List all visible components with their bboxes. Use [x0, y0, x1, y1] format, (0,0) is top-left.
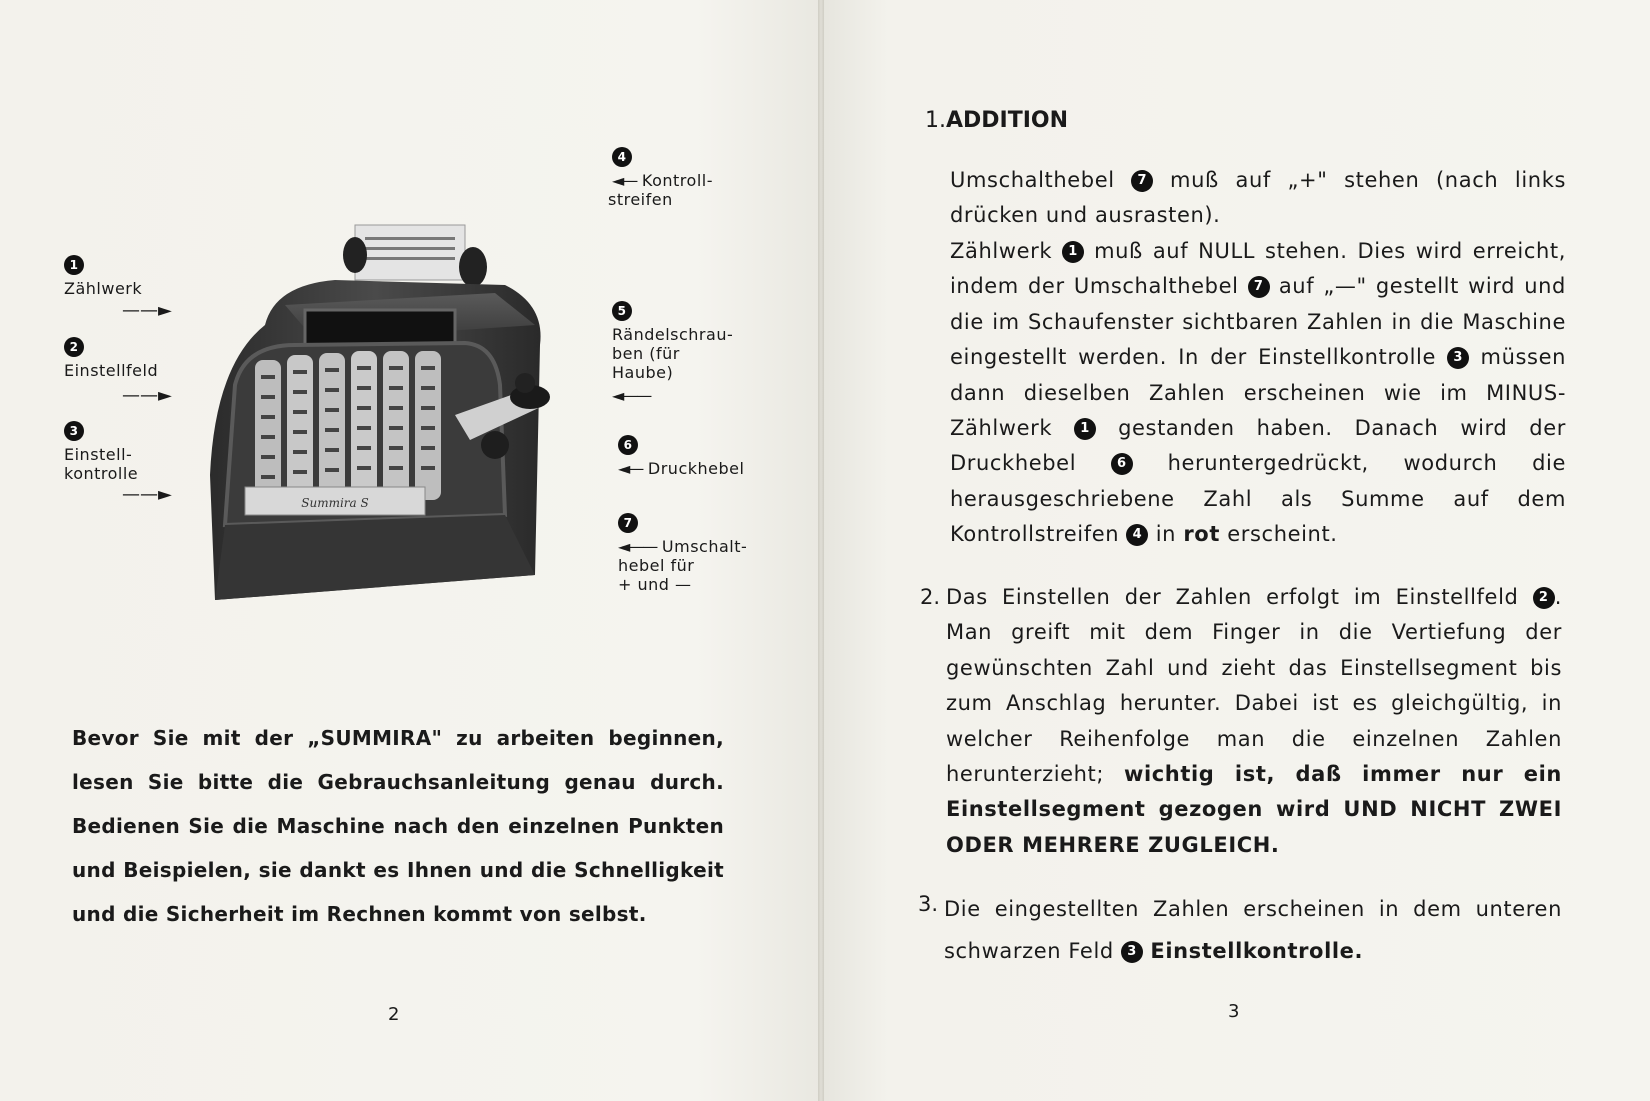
callout-label: Haube): [612, 362, 674, 382]
callout-einstellkontrolle: [64, 420, 138, 483]
ref-number: 3: [1447, 347, 1469, 369]
text: gestanden haben. Danach wird der Druckhebel: [950, 416, 1566, 476]
callout-label: hebel für: [618, 555, 695, 575]
ref-number: 1: [1074, 418, 1096, 440]
arrow-right-icon: ——►: [122, 385, 172, 406]
section-number: 1.: [925, 108, 946, 133]
callout-label: Umschalt-: [661, 536, 748, 556]
bold-text: wichtig ist, daß immer nur ein Einstellsegment gezogen wird UND NICHT ZWEI ODER MEHRERE ZUGLEICH.: [946, 762, 1562, 857]
callout-kontrollstreifen: [608, 146, 713, 209]
text: muß auf NULL stehen. Dies wird erreicht, indem der Umschalthebel: [950, 239, 1566, 299]
text: Umschalthebel: [950, 168, 1115, 192]
paragraph-item-3: [944, 888, 1562, 972]
ref-number: 3: [1121, 941, 1143, 963]
intro-paragraph: Bevor Sie mit der „SUMMIRA" zu arbeiten beginnen, lesen Sie bitte die Gebrauchsanleitung genau durch. Bedienen Sie die Maschine nach den einzelnen Punkten und Beispielen, sie dankt es Ihnen und die Schnelligkeit und die Sicherheit im Rechnen kommt von selbst.: [72, 726, 724, 926]
callout-einstellfeld: [64, 336, 158, 380]
callout-zaehlwerk: [64, 254, 142, 298]
callout-number: 6: [618, 435, 638, 455]
ref-number: 6: [1111, 453, 1133, 475]
ref-number: 4: [1126, 524, 1148, 546]
paragraph-1: [950, 163, 1566, 234]
arrow-left-icon: ◄—: [612, 170, 637, 190]
callout-number: 3: [64, 421, 84, 441]
callout-label: Rändelschrau-: [612, 324, 734, 344]
callout-number: 7: [618, 513, 638, 533]
list-number-2: 2.: [920, 585, 941, 609]
text: Zählwerk: [950, 239, 1053, 263]
text: . Man greift mit dem Finger in die Vertiefung der gewünschten Zahl und zieht das Einstellsegment bis zum Anschlag herunter. Dabei ist es gleichgültig, in welcher Reihenfolge man die einzelnen Zahlen herunterzieht;: [946, 585, 1562, 787]
page-number-left: 2: [388, 1004, 400, 1025]
section-title: ADDITION: [946, 108, 1069, 133]
machine-nameplate: Summira S: [301, 496, 369, 510]
ref-number: 7: [1131, 170, 1153, 192]
bold-text: rot: [1183, 522, 1220, 547]
paper-roll: [355, 225, 465, 280]
text: muß auf „+" stehen (nach links drücken und ausrasten).: [950, 168, 1566, 228]
ref-number: 2: [1533, 587, 1555, 609]
callout-number: 5: [612, 301, 632, 321]
page-number-right: 3: [1228, 1001, 1240, 1022]
callout-label: streifen: [608, 189, 673, 209]
bold-text: Einstellkontrolle.: [1150, 939, 1364, 963]
arrow-left-icon: ◄——: [618, 536, 657, 556]
arrow-right-icon: ——►: [122, 300, 172, 321]
callout-label: Zählwerk: [64, 278, 143, 298]
ref-number: 7: [1248, 276, 1270, 298]
section-heading: [925, 108, 1068, 133]
callout-label: Kontroll-: [641, 170, 713, 190]
callout-label: kontrolle: [64, 463, 139, 483]
callout-raendelschrauben: [612, 300, 733, 405]
text: Die eingestellten Zahlen erscheinen in dem unteren schwarzen Feld: [944, 897, 1562, 963]
text: erscheint.: [1227, 522, 1338, 547]
arrow-left-icon: ◄——: [612, 385, 651, 405]
text: in: [1155, 522, 1177, 547]
paragraph-item-2: [946, 580, 1562, 863]
arrow-right-icon: ——►: [122, 484, 172, 505]
callout-label: ben (für: [612, 343, 680, 363]
callout-label: Einstell-: [64, 444, 133, 464]
callout-label: Druckhebel: [647, 458, 745, 478]
callout-label: Einstellfeld: [64, 360, 159, 380]
callout-umschalthebel: [618, 512, 747, 594]
ref-number: 1: [1062, 241, 1084, 263]
text: heruntergedrückt, wodurch die herausgeschriebene Zahl als Summe auf dem Kontrollstreifen: [950, 451, 1567, 547]
adding-machine-illustration: [205, 215, 575, 620]
text: auf „—" gestellt wird und die im Schaufenster sichtbaren Zahlen in die Maschine eingestellt werden. In der Einstellkontrolle: [950, 274, 1566, 370]
callout-label: + und —: [618, 574, 692, 594]
list-number-3: 3.: [918, 892, 939, 916]
callout-number: 4: [612, 147, 632, 167]
paragraph-2: [950, 234, 1566, 553]
arrow-left-icon: ◄—: [618, 458, 643, 478]
callout-number: 1: [64, 255, 84, 275]
book-gutter: [818, 0, 824, 1101]
callout-number: 2: [64, 337, 84, 357]
text: müssen dann dieselben Zahlen erscheinen wie im MINUS-Zählwerk: [950, 345, 1567, 441]
text: Das Einstellen der Zahlen erfolgt im Einstellfeld: [946, 585, 1519, 609]
callout-druckhebel: [618, 434, 744, 478]
